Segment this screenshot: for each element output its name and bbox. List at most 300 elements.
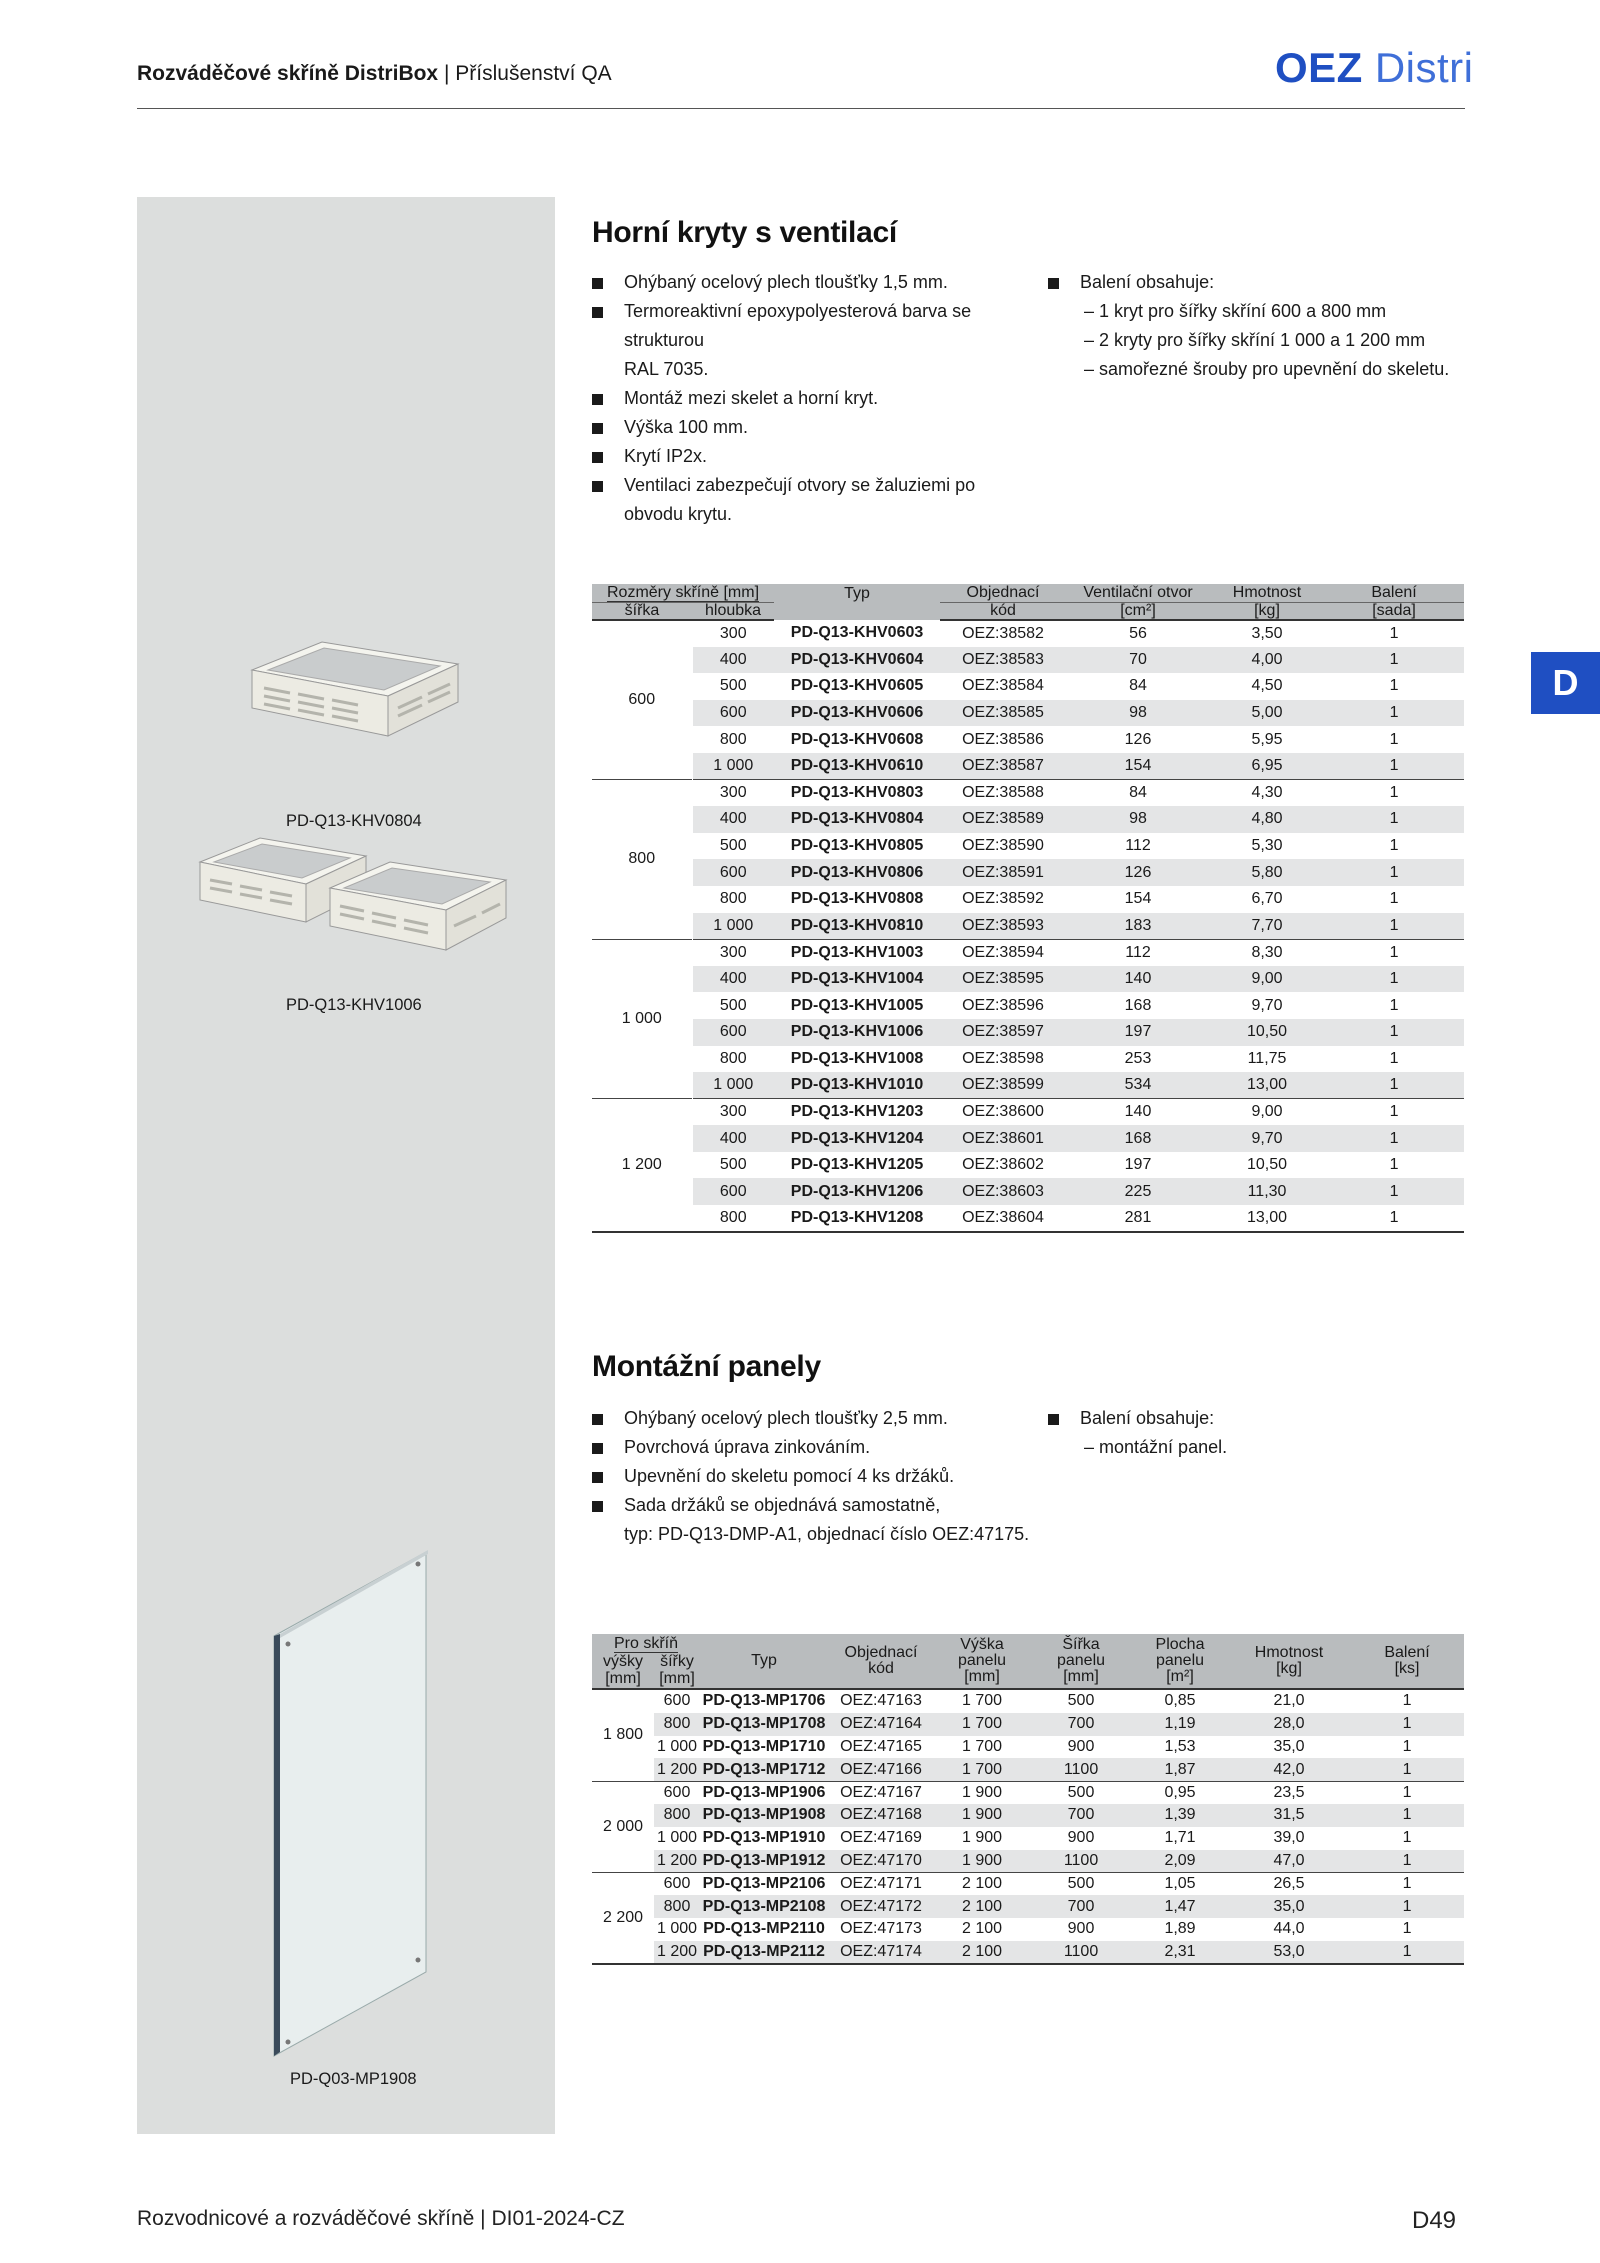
mounting-panel-icon	[268, 1548, 438, 2058]
cell-type: PD-Q13-KHV0608	[790, 730, 924, 748]
cell-pack: 1	[1350, 1872, 1464, 1895]
table-row	[592, 726, 1464, 753]
cell-code: OEZ:38599	[940, 1072, 1066, 1099]
cell-type: PD-Q13-MP1906	[700, 1781, 828, 1804]
header-divider	[137, 108, 1465, 109]
package-list	[1044, 1404, 1464, 1462]
table-row	[592, 700, 1464, 727]
feature-item: RAL 7035.	[624, 359, 709, 379]
cell-mass: 42,0	[1228, 1758, 1350, 1781]
cell-depth: 1 000	[692, 1072, 774, 1099]
table-row	[592, 1046, 1464, 1073]
cell-code: OEZ:38582	[962, 624, 1044, 642]
cell-mass: 9,70	[1210, 1125, 1324, 1152]
cell-mass: 35,0	[1228, 1895, 1350, 1918]
table-row	[592, 1918, 1464, 1941]
feature-item: Ventilaci zabezpečují otvory se žaluziemi po	[588, 471, 1048, 500]
cell-depth: 500	[719, 996, 747, 1014]
cell-panel-height: 1 900	[934, 1804, 1030, 1827]
cell-panel-height: 1 700	[934, 1713, 1030, 1736]
cell-type: PD-Q13-MP1708	[700, 1713, 828, 1736]
cell-mass: 13,00	[1246, 1208, 1288, 1226]
cell-pack: 1	[1324, 806, 1464, 833]
oez-distri-logo	[1275, 44, 1474, 92]
table-row	[592, 1099, 1464, 1126]
cell-pack: 1	[1324, 939, 1464, 966]
cell-code: OEZ:38596	[962, 996, 1044, 1014]
package-title: Balení obsahuje:	[1044, 268, 1464, 297]
feature-list	[588, 268, 1048, 529]
cell-pack: 1	[1389, 1208, 1399, 1226]
package-item: – montážní panel.	[1084, 1437, 1228, 1457]
table-row	[592, 1072, 1464, 1099]
cell-mass: 4,00	[1210, 647, 1324, 674]
cell-pack: 1	[1324, 647, 1464, 674]
table-row	[592, 886, 1464, 913]
table-row	[592, 1152, 1464, 1179]
package-title: Balení obsahuje:	[1044, 1404, 1464, 1433]
cell-vent: 98	[1066, 700, 1210, 727]
package-list	[1044, 268, 1464, 384]
cell-mass: 11,30	[1210, 1178, 1324, 1205]
cell-code: OEZ:47174	[828, 1941, 934, 1964]
cell-type: PD-Q13-KHV1004	[774, 966, 940, 993]
cell-mass: 6,70	[1251, 890, 1283, 908]
cell-pack: 1	[1350, 1941, 1464, 1964]
ventilated-covers-table	[592, 584, 1464, 1233]
col-header-type: Typ	[700, 1634, 828, 1688]
cell-panel-height: 1 900	[934, 1850, 1030, 1873]
cell-width: 1 200	[654, 1758, 700, 1781]
page-header-title	[137, 62, 612, 86]
cell-type: PD-Q13-MP1912	[700, 1850, 828, 1873]
cell-code: OEZ:38600	[940, 1099, 1066, 1126]
cell-depth: 800	[719, 1049, 747, 1067]
col-header-width-unit: [mm]	[654, 1670, 700, 1688]
cell-depth: 400	[692, 806, 774, 833]
cell-code: OEZ:38598	[962, 1049, 1044, 1067]
cell-vent: 140	[1066, 1099, 1210, 1126]
cell-height: 2 200	[592, 1872, 654, 1963]
cell-vent: 197	[1066, 1019, 1210, 1046]
col-header-pack: Balení [ks]	[1350, 1634, 1464, 1688]
cell-mass: 13,00	[1210, 1072, 1324, 1099]
cell-code: OEZ:38590	[962, 837, 1044, 855]
cell-type: PD-Q13-KHV0604	[774, 647, 940, 674]
cell-code: OEZ:47163	[840, 1692, 922, 1710]
col-header-mass-unit: [kg]	[1210, 602, 1324, 620]
cell-type: PD-Q13-KHV1005	[790, 996, 924, 1014]
col-header-pack-unit: [sada]	[1324, 602, 1464, 620]
cell-panel-height: 1 900	[961, 1829, 1003, 1847]
cell-pack: 1	[1324, 913, 1464, 940]
cell-pack: 1	[1389, 1049, 1399, 1067]
cell-mass: 6,95	[1210, 753, 1324, 780]
cell-type: PD-Q13-MP1908	[700, 1804, 828, 1827]
cell-height: 1 800	[592, 1690, 654, 1781]
table-row	[592, 1804, 1464, 1827]
cell-mass: 4,80	[1210, 806, 1324, 833]
col-header-panel-area: Plocha panelu [m²]	[1132, 1634, 1228, 1688]
cell-depth: 1 000	[692, 913, 774, 940]
chapter-tab: D	[1531, 652, 1600, 714]
cell-type: PD-Q13-MP2108	[700, 1895, 828, 1918]
table-row	[592, 1941, 1464, 1964]
cell-code: OEZ:38604	[962, 1208, 1044, 1226]
table-row	[592, 1205, 1464, 1232]
cell-vent: 84	[1066, 780, 1210, 807]
cell-vent: 168	[1124, 996, 1152, 1014]
cell-width: 1 000	[656, 1829, 698, 1847]
table-row	[592, 1125, 1464, 1152]
cell-type: PD-Q13-KHV0803	[774, 780, 940, 807]
cell-mass: 31,5	[1228, 1804, 1350, 1827]
cell-mass: 53,0	[1228, 1941, 1350, 1964]
header-separator: |	[443, 62, 450, 85]
cell-panel-height: 2 100	[934, 1941, 1030, 1964]
col-header-dimensions: Rozměry skříně [mm]	[592, 584, 774, 602]
cell-mass: 44,0	[1273, 1920, 1305, 1938]
cell-depth: 500	[719, 837, 747, 855]
cell-panel-width: 900	[1067, 1737, 1095, 1755]
cell-type: PD-Q13-MP2112	[700, 1941, 828, 1964]
cell-mass: 35,0	[1273, 1737, 1305, 1755]
cell-pack: 1	[1324, 700, 1464, 727]
cell-type: PD-Q13-KHV0603	[790, 624, 924, 642]
cell-pack: 1	[1389, 730, 1399, 748]
cell-depth: 300	[692, 939, 774, 966]
table-row	[592, 1019, 1464, 1046]
col-header-vent: Ventilační otvor	[1066, 584, 1210, 602]
cell-type: PD-Q13-MP2106	[700, 1872, 828, 1895]
cell-panel-width: 1100	[1030, 1850, 1132, 1873]
cell-vent: 98	[1066, 806, 1210, 833]
table-row	[592, 859, 1464, 886]
cell-type: PD-Q13-KHV1010	[774, 1072, 940, 1099]
cell-panel-width: 500	[1030, 1781, 1132, 1804]
cell-pack: 1	[1389, 1156, 1399, 1174]
cell-code: OEZ:38597	[940, 1019, 1066, 1046]
cell-mass: 9,00	[1210, 1099, 1324, 1126]
cell-width: 1 200	[654, 1941, 700, 1964]
cell-mass: 7,70	[1210, 913, 1324, 940]
cell-type: PD-Q13-MP1910	[702, 1829, 826, 1847]
cell-mass: 5,30	[1251, 837, 1283, 855]
col-header-code: Objednací	[940, 584, 1066, 602]
cell-code: OEZ:38603	[940, 1178, 1066, 1205]
cell-pack: 1	[1324, 753, 1464, 780]
cell-pack: 1	[1324, 1125, 1464, 1152]
logo-brand: OEZ	[1275, 44, 1363, 91]
cell-pack: 1	[1324, 1072, 1464, 1099]
table-row	[592, 673, 1464, 700]
cell-pack: 1	[1389, 837, 1399, 855]
cell-code: OEZ:47171	[828, 1872, 934, 1895]
cell-code: OEZ:47165	[840, 1737, 922, 1755]
image-caption: PD-Q03-MP1908	[290, 2070, 417, 2088]
cell-type: PD-Q13-KHV0804	[774, 806, 940, 833]
cell-code: OEZ:38583	[940, 647, 1066, 674]
cell-pack: 1	[1324, 780, 1464, 807]
col-header-depth: hloubka	[692, 602, 774, 620]
cell-depth: 500	[719, 677, 747, 695]
cell-width: 800	[654, 1804, 700, 1827]
cell-vent: 140	[1066, 966, 1210, 993]
cell-vent: 126	[1066, 859, 1210, 886]
cell-width: 800	[592, 780, 692, 940]
cell-width: 1 000	[656, 1920, 698, 1938]
cell-vent: 281	[1124, 1208, 1152, 1226]
cell-pack: 1	[1350, 1781, 1464, 1804]
cell-pack: 1	[1350, 1713, 1464, 1736]
cell-width: 600	[654, 1781, 700, 1804]
cell-mass: 26,5	[1228, 1872, 1350, 1895]
cell-type: PD-Q13-MP1710	[702, 1737, 826, 1755]
feature-item: Upevnění do skeletu pomocí 4 ks držáků.	[588, 1462, 1068, 1491]
cell-type: PD-Q13-KHV0610	[774, 753, 940, 780]
cell-vent: 126	[1124, 730, 1152, 748]
table-row	[592, 833, 1464, 860]
feature-item: Výška 100 mm.	[588, 413, 1048, 442]
cell-pack: 1	[1389, 890, 1399, 908]
cell-type: PD-Q13-KHV0805	[790, 837, 924, 855]
cell-mass: 10,50	[1246, 1156, 1288, 1174]
cell-panel-height: 1 700	[961, 1692, 1003, 1710]
cell-type: PD-Q13-MP2110	[703, 1920, 825, 1938]
table-row	[592, 1895, 1464, 1918]
cell-depth: 500	[719, 1156, 747, 1174]
cell-mass: 39,0	[1273, 1829, 1305, 1847]
table-row	[592, 1872, 1464, 1895]
cell-depth: 600	[692, 859, 774, 886]
cell-pack: 1	[1402, 1829, 1412, 1847]
cell-panel-area: 1,71	[1164, 1829, 1196, 1847]
cell-panel-area: 2,09	[1132, 1850, 1228, 1873]
cell-mass: 4,50	[1251, 677, 1283, 695]
feature-list	[588, 1404, 1068, 1549]
cell-vent: 56	[1129, 624, 1147, 642]
ventilated-top-cover-double-icon	[196, 826, 516, 966]
feature-item: Ohýbaný ocelový plech tloušťky 2,5 mm.	[588, 1404, 1068, 1433]
cell-depth: 400	[692, 966, 774, 993]
cell-panel-height: 1 900	[934, 1781, 1030, 1804]
cell-type: PD-Q13-KHV1003	[774, 939, 940, 966]
table-row	[592, 939, 1464, 966]
cell-vent: 112	[1066, 939, 1210, 966]
cell-width: 600	[592, 620, 692, 780]
cell-mass: 3,50	[1251, 624, 1283, 642]
cell-panel-area: 1,89	[1164, 1920, 1196, 1938]
cell-type: PD-Q13-KHV1203	[774, 1099, 940, 1126]
table-row	[592, 1827, 1464, 1850]
feature-item: Montáž mezi skelet a horní kryt.	[588, 384, 1048, 413]
table-row	[592, 1758, 1464, 1781]
feature-item: typ: PD-Q13-DMP-A1, objednací číslo OEZ:47175.	[624, 1524, 1030, 1544]
cell-panel-height: 1 700	[934, 1758, 1030, 1781]
cell-pack: 1	[1402, 1692, 1412, 1710]
table-row	[592, 1690, 1464, 1713]
cell-type: PD-Q13-KHV0605	[790, 677, 924, 695]
cell-panel-area: 1,47	[1132, 1895, 1228, 1918]
cell-vent: 70	[1066, 647, 1210, 674]
cell-depth: 300	[692, 780, 774, 807]
cell-type: PD-Q13-KHV1206	[774, 1178, 940, 1205]
feature-item: Povrchová úprava zinkováním.	[588, 1433, 1068, 1462]
cell-width: 600	[663, 1692, 691, 1710]
cell-code: OEZ:38601	[940, 1125, 1066, 1152]
cell-pack: 1	[1389, 677, 1399, 695]
table-row	[592, 647, 1464, 674]
cell-code: OEZ:38591	[940, 859, 1066, 886]
cell-pack: 1	[1324, 966, 1464, 993]
cell-code: OEZ:47166	[828, 1758, 934, 1781]
cell-panel-height: 2 100	[961, 1920, 1003, 1938]
cell-mass: 10,50	[1210, 1019, 1324, 1046]
cell-mass: 47,0	[1228, 1850, 1350, 1873]
cell-type: PD-Q13-KHV1008	[790, 1049, 924, 1067]
cell-pack: 1	[1402, 1737, 1412, 1755]
feature-item: Termoreaktivní epoxypolyesterová barva se strukturou	[588, 297, 1048, 355]
cell-panel-width: 700	[1030, 1804, 1132, 1827]
cell-code: OEZ:47164	[828, 1713, 934, 1736]
cell-panel-area: 1,05	[1132, 1872, 1228, 1895]
col-header-panel-width: Šířka panelu [mm]	[1030, 1634, 1132, 1688]
cell-depth: 400	[692, 647, 774, 674]
section-title: Montážní panely	[592, 1350, 821, 1383]
cell-code: OEZ:38592	[962, 890, 1044, 908]
cell-panel-area: 2,31	[1132, 1941, 1228, 1964]
feature-item: Sada držáků se objednává samostatně,	[588, 1491, 1068, 1520]
table-row	[592, 1178, 1464, 1205]
cell-code: OEZ:38585	[940, 700, 1066, 727]
cell-depth: 800	[719, 730, 747, 748]
section-title: Horní kryty s ventilací	[592, 216, 897, 249]
cell-type: PD-Q13-KHV1208	[790, 1208, 924, 1226]
cell-code: OEZ:38584	[962, 677, 1044, 695]
col-header-pack: Balení	[1324, 584, 1464, 602]
cell-depth: 300	[692, 1099, 774, 1126]
package-item: – 2 kryty pro šířky skříní 1 000 a 1 200 mm	[1084, 330, 1426, 350]
col-header-height-unit: [mm]	[592, 1670, 654, 1688]
cell-panel-width: 700	[1030, 1713, 1132, 1736]
cell-width: 1 200	[592, 1099, 692, 1232]
cell-code: OEZ:47169	[840, 1829, 922, 1847]
cell-code: OEZ:38589	[940, 806, 1066, 833]
cell-mass: 28,0	[1228, 1713, 1350, 1736]
cell-vent: 154	[1124, 890, 1152, 908]
cell-code: OEZ:38593	[940, 913, 1066, 940]
cell-panel-area: 1,53	[1164, 1737, 1196, 1755]
cell-mass: 5,00	[1210, 700, 1324, 727]
cell-mass: 5,80	[1210, 859, 1324, 886]
cell-height: 2 000	[592, 1781, 654, 1872]
cell-depth: 600	[692, 700, 774, 727]
col-header-mass: Hmotnost	[1210, 584, 1324, 602]
cell-depth: 400	[692, 1125, 774, 1152]
cell-type: PD-Q13-KHV0810	[774, 913, 940, 940]
col-header-type: Typ	[774, 584, 940, 620]
table-row	[592, 966, 1464, 993]
cell-mass: 21,0	[1273, 1692, 1305, 1710]
feature-item: obvodu krytu.	[624, 504, 733, 524]
col-header-width: šířky	[654, 1654, 700, 1670]
cell-panel-area: 1,39	[1132, 1804, 1228, 1827]
col-header-height: výšky	[592, 1654, 654, 1670]
cell-vent: 197	[1124, 1156, 1152, 1174]
table-row	[592, 992, 1464, 1019]
cell-depth: 600	[692, 1178, 774, 1205]
cell-panel-area: 1,19	[1132, 1713, 1228, 1736]
cell-code: OEZ:38602	[962, 1156, 1044, 1174]
cell-pack: 1	[1389, 996, 1399, 1014]
col-header-for-cabinet: Pro skříň	[592, 1634, 700, 1654]
cell-vent: 534	[1066, 1072, 1210, 1099]
cell-mass: 4,30	[1210, 780, 1324, 807]
cell-vent: 154	[1066, 753, 1210, 780]
cell-vent: 183	[1066, 913, 1210, 940]
cell-pack: 1	[1350, 1804, 1464, 1827]
cell-code: OEZ:38586	[962, 730, 1044, 748]
cell-width: 800	[654, 1713, 700, 1736]
cell-pack: 1	[1350, 1758, 1464, 1781]
cell-vent: 225	[1066, 1178, 1210, 1205]
page-number: D49	[1412, 2207, 1457, 2234]
col-header-mass: Hmotnost [kg]	[1228, 1634, 1350, 1688]
cell-panel-height: 2 100	[934, 1895, 1030, 1918]
cell-panel-height: 1 700	[961, 1737, 1003, 1755]
logo-product: Distri	[1374, 44, 1474, 91]
cell-vent: 84	[1129, 677, 1147, 695]
package-item: – samořezné šrouby pro upevnění do skeletu.	[1084, 359, 1450, 379]
cell-depth: 1 000	[692, 753, 774, 780]
cell-mass: 9,00	[1210, 966, 1324, 993]
header-title-rest: Příslušenství QA	[455, 62, 612, 85]
table-row	[592, 1713, 1464, 1736]
cell-panel-width: 500	[1067, 1692, 1095, 1710]
table-row	[592, 1736, 1464, 1759]
header-title-bold: Rozváděčové skříně DistriBox	[137, 62, 439, 85]
cell-pack: 1	[1402, 1920, 1412, 1938]
col-header-width: šířka	[592, 602, 692, 620]
cell-panel-width: 1100	[1030, 1758, 1132, 1781]
cell-mass: 5,95	[1251, 730, 1283, 748]
table-row	[592, 753, 1464, 780]
table-row	[592, 780, 1464, 807]
cell-width: 800	[654, 1895, 700, 1918]
cell-pack: 1	[1324, 1019, 1464, 1046]
table-row	[592, 620, 1464, 647]
cell-code: OEZ:47168	[828, 1804, 934, 1827]
cell-panel-width: 900	[1067, 1829, 1095, 1847]
cell-type: PD-Q13-KHV0806	[774, 859, 940, 886]
cell-code: OEZ:47173	[840, 1920, 922, 1938]
cell-panel-area: 1,87	[1132, 1758, 1228, 1781]
cell-mass: 8,30	[1210, 939, 1324, 966]
cell-panel-width: 900	[1067, 1920, 1095, 1938]
cell-vent: 253	[1124, 1049, 1152, 1067]
cell-mass: 11,75	[1247, 1049, 1287, 1067]
cell-vent: 112	[1125, 837, 1151, 855]
feature-item: Krytí IP2x.	[588, 442, 1048, 471]
table-row	[592, 1850, 1464, 1873]
cell-type: PD-Q13-MP1712	[700, 1758, 828, 1781]
page-footer: Rozvodnicové a rozváděčové skříně | DI01-2024-CZ	[137, 2207, 625, 2230]
cell-depth: 600	[692, 1019, 774, 1046]
package-item: – 1 kryt pro šířky skříní 600 a 800 mm	[1084, 301, 1387, 321]
cell-pack: 1	[1324, 1099, 1464, 1126]
cell-code: OEZ:38595	[940, 966, 1066, 993]
table-row	[592, 806, 1464, 833]
